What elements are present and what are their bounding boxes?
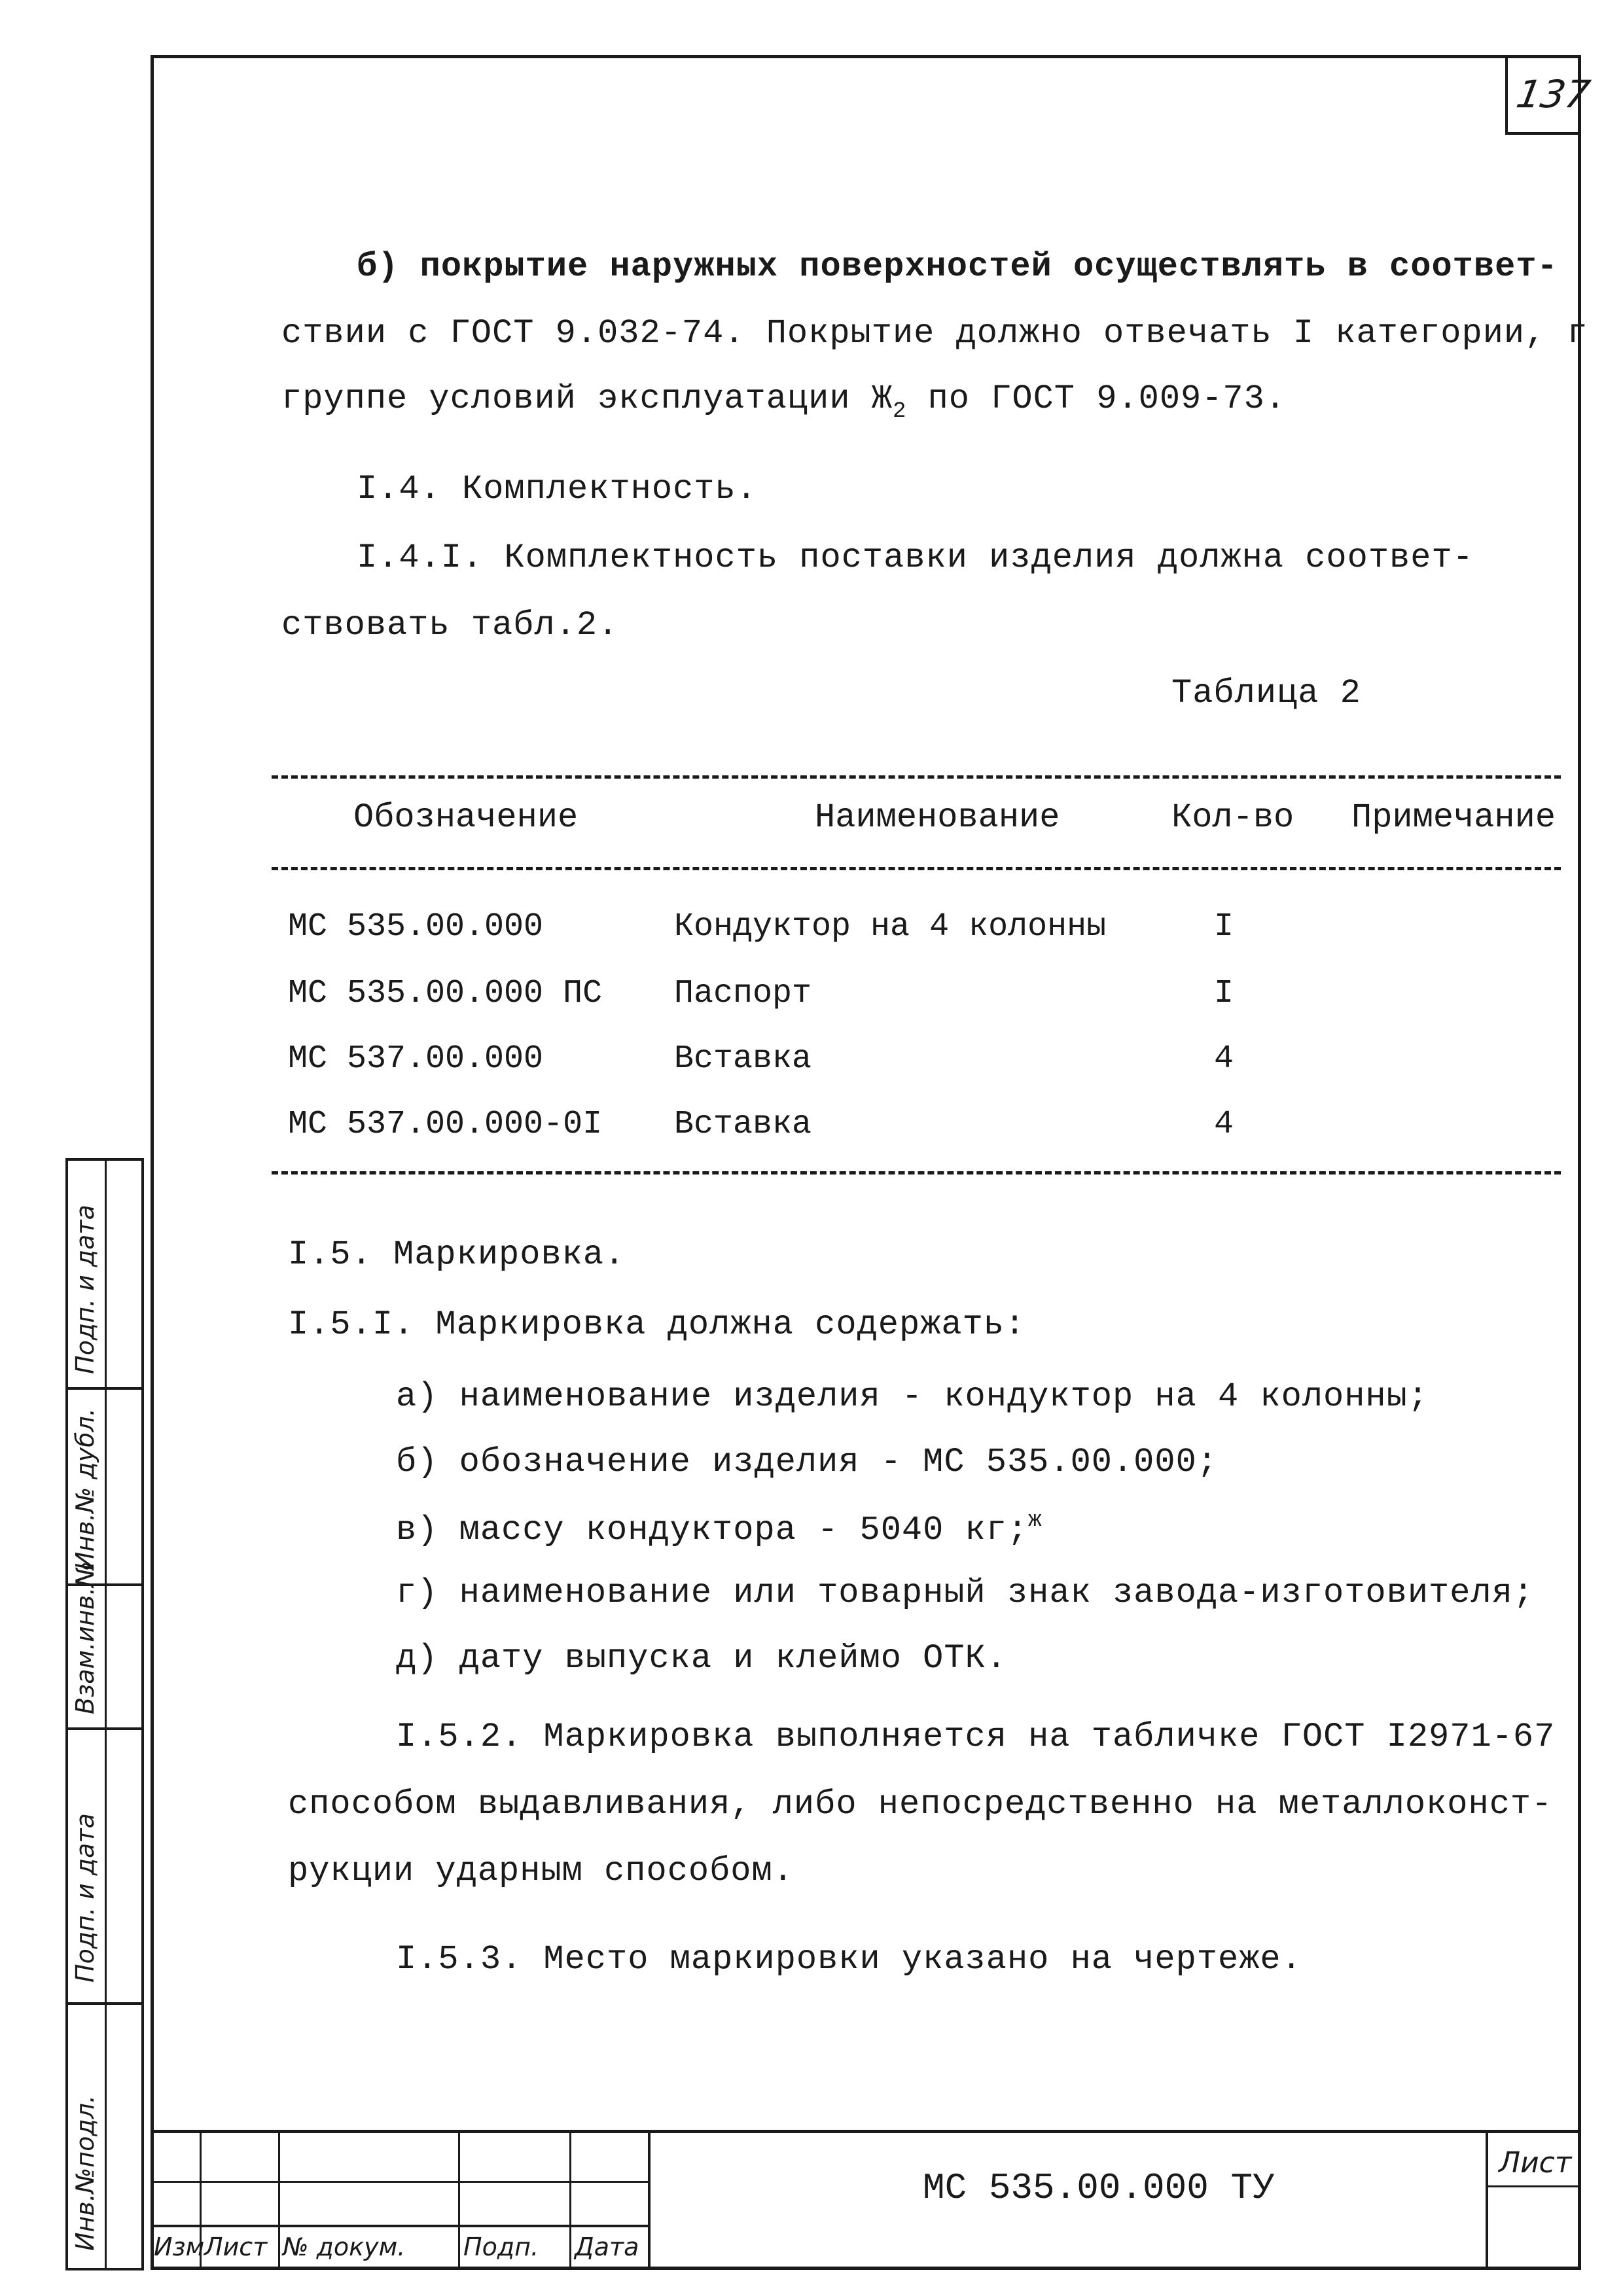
title-block-col-line — [648, 2130, 651, 2270]
section-title: I.4. Комплектность. — [357, 470, 757, 508]
list-item: д) дату выпуска и клеймо ОТК. — [396, 1639, 1007, 1678]
table-cell-code: МС 537.00.000-0I — [288, 1106, 603, 1143]
section-title: I.5. Маркировка. — [288, 1235, 626, 1274]
title-block-col-label: Дата — [575, 2233, 639, 2261]
paragraph-line: I.5.3. Место маркировки указано на чертеже. — [396, 1940, 1302, 1979]
title-block-row-line — [151, 2181, 648, 2183]
title-block-col-label: № докум. — [283, 2233, 406, 2261]
paragraph-line: I.5.I. Маркировка должна содержать: — [288, 1305, 1026, 1344]
side-strip-divider — [105, 1158, 107, 2270]
table-header-qty: Кол-во — [1171, 798, 1294, 837]
table-cell-qty: I — [1214, 908, 1234, 945]
table-header-note: Примечание — [1351, 798, 1556, 837]
paragraph-line-part: группе условий эксплуатации Ж — [281, 380, 893, 418]
title-block-col-line — [1486, 2130, 1488, 2270]
table-cell-name: Вставка — [674, 1106, 812, 1143]
title-block-row-line — [1486, 2185, 1581, 2187]
side-strip-row-divider — [65, 2002, 144, 2005]
side-strip-label: Инв.№ дубл. — [71, 1408, 99, 1570]
list-item: б) обозначение изделия - МС 535.00.000; — [396, 1443, 1218, 1481]
page-number: 137 — [1513, 72, 1594, 116]
table-cell-name: Вставка — [674, 1040, 812, 1078]
paragraph-line — [281, 380, 1286, 424]
paragraph-line: ствии с ГОСТ 9.032-74. Покрытие должно отвечать I категории, г — [281, 314, 1588, 353]
title-block-col-label: Подп. — [463, 2233, 539, 2261]
table-header-rule — [272, 867, 1561, 870]
table-cell-code: МС 535.00.000 — [288, 908, 544, 945]
table-cell-name: Паспорт — [674, 975, 812, 1012]
title-block-top-line — [151, 2130, 1581, 2133]
list-item: а) наименование изделия - кондуктор на 4 колонны; — [396, 1377, 1429, 1416]
paragraph-line: б) покрытие наружных поверхностей осуществлять в соответ- — [357, 247, 1558, 286]
side-strip-row-divider — [65, 1387, 144, 1390]
table-cell-name: Кондуктор на 4 колонны — [674, 908, 1107, 945]
paragraph-line: I.5.2. Маркировка выполняется на табличке ГОСТ I2971-67 — [396, 1718, 1556, 1756]
title-block-col-line — [278, 2130, 280, 2270]
table-cell-qty: 4 — [1214, 1106, 1234, 1143]
footnote-mark: ж — [1028, 1508, 1043, 1533]
table-bottom-rule — [272, 1171, 1561, 1174]
title-block-row-line — [151, 2225, 648, 2227]
paragraph-line: I.4.I. Комплектность поставки изделия должна соответ- — [357, 539, 1474, 577]
sheet-label: Лист — [1499, 2146, 1572, 2180]
side-strip-row-divider — [65, 1727, 144, 1730]
side-strip-label: Подп. и дата — [71, 1813, 99, 1983]
table-top-rule — [272, 775, 1561, 779]
table-cell-code: МС 535.00.000 ПС — [288, 975, 603, 1012]
title-block-col-line — [458, 2130, 460, 2270]
side-strip-label: Инв.№подл. — [71, 2094, 99, 2251]
paragraph-line: рукции ударным способом. — [288, 1852, 794, 1890]
table-caption: Таблица 2 — [1171, 674, 1361, 713]
list-item: г) наименование или товарный знак завода-изготовителя; — [396, 1574, 1535, 1612]
table-cell-qty: 4 — [1214, 1040, 1234, 1078]
list-item-text: в) массу кондуктора - 5040 кг; — [396, 1511, 1029, 1549]
table-header-name: Наименование — [815, 798, 1060, 837]
paragraph-line: ствовать табл.2. — [281, 606, 619, 645]
subscript: 2 — [892, 399, 907, 424]
document-code: МС 535.00.000 ТУ — [923, 2167, 1275, 2209]
side-strip-label: Подп. и дата — [71, 1205, 99, 1374]
paragraph-line: способом выдавливания, либо непосредственно на металлоконст- — [288, 1785, 1553, 1824]
paragraph-line-part: по ГОСТ 9.009-73. — [906, 380, 1287, 418]
title-block-col-line — [569, 2130, 571, 2270]
title-block-col-label: Изм — [154, 2233, 205, 2261]
table-cell-code: МС 537.00.000 — [288, 1040, 544, 1078]
table-cell-qty: I — [1214, 975, 1234, 1012]
table-header-designation: Обозначение — [353, 798, 579, 837]
list-item — [396, 1508, 1043, 1549]
title-block-col-label: Лист — [204, 2233, 268, 2261]
side-strip-label: Взам.инв.№ — [71, 1561, 99, 1714]
